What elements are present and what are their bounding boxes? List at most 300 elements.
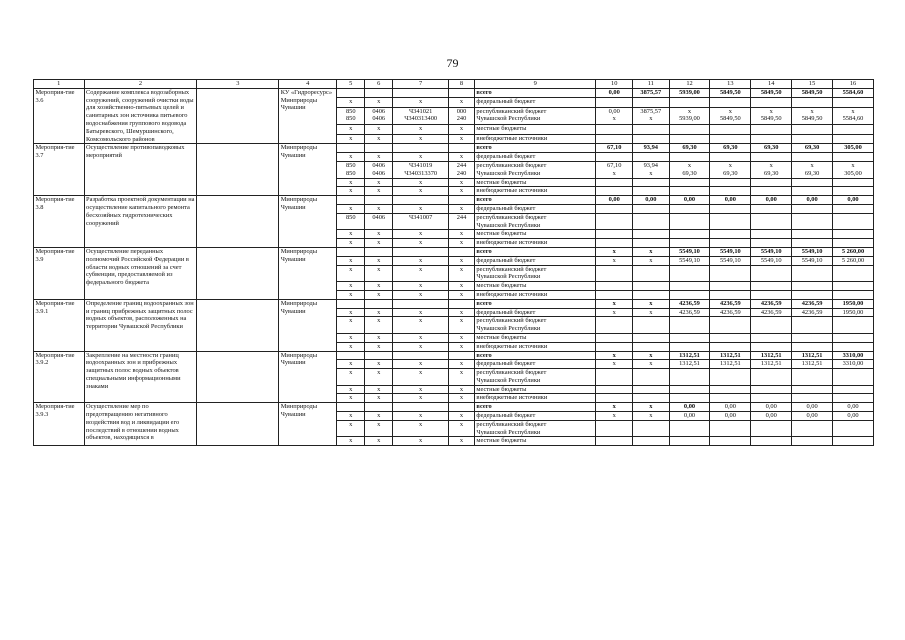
- code-cell: x: [337, 125, 365, 134]
- code-cell: x: [365, 333, 393, 342]
- year-value: [596, 178, 633, 187]
- year-value: [751, 265, 792, 282]
- code-cell: x: [365, 437, 393, 446]
- year-value: 4236,59: [669, 299, 710, 308]
- code-cell: [365, 299, 393, 308]
- code-cell: x: [337, 282, 365, 291]
- code-cell: [337, 403, 365, 412]
- code-cell: x: [365, 98, 393, 107]
- code-cell: x: [393, 308, 449, 317]
- code-cell: 0406: [365, 213, 393, 230]
- year-value: [633, 239, 670, 248]
- year-value: [633, 369, 670, 386]
- year-value: [633, 265, 670, 282]
- year-value: 5549,10: [792, 256, 833, 265]
- year-value: [833, 265, 874, 282]
- year-value: 3875,57 x: [633, 107, 670, 125]
- year-value: [596, 394, 633, 403]
- year-value: [710, 317, 751, 334]
- measure-id: Мероприя-тие 3.9.1: [34, 299, 85, 351]
- year-value: x: [596, 351, 633, 360]
- year-value: [833, 385, 874, 394]
- year-value: [792, 282, 833, 291]
- year-value: 0,00: [751, 196, 792, 205]
- code-cell: [449, 247, 475, 256]
- year-value: [633, 290, 670, 299]
- year-value: [833, 317, 874, 334]
- year-value: [633, 342, 670, 351]
- code-cell: [337, 247, 365, 256]
- funding-source: республиканский бюджет Чувашской Республики: [474, 107, 596, 125]
- year-value: [792, 317, 833, 334]
- column-number-row: [34, 80, 874, 89]
- year-value: [792, 153, 833, 162]
- funding-source: федеральный бюджет: [474, 412, 596, 421]
- empty-cell: [197, 144, 279, 196]
- code-cell: 244 240: [449, 161, 475, 178]
- year-value: x 69,30: [751, 161, 792, 178]
- column-number: 4: [279, 80, 337, 89]
- year-value: [710, 134, 751, 143]
- measure-id: Мероприя-тие 3.8: [34, 196, 85, 248]
- code-cell: x: [393, 98, 449, 107]
- measure-executor: Минприроды Чувашии: [279, 247, 337, 299]
- code-cell: x: [337, 134, 365, 143]
- year-value: [633, 394, 670, 403]
- code-cell: x: [365, 342, 393, 351]
- year-value: [669, 342, 710, 351]
- code-cell: x: [337, 360, 365, 369]
- year-value: [792, 98, 833, 107]
- code-cell: x: [393, 187, 449, 196]
- measure-id: Мероприя-тие 3.6: [34, 88, 85, 144]
- year-value: [833, 204, 874, 213]
- year-value: [792, 420, 833, 437]
- code-cell: x: [449, 265, 475, 282]
- measure-name: Определение границ водоохранных зон и границ прибрежных защитных полос водных объектов, расположенных на территории Чувашской Республики: [84, 299, 197, 351]
- table-row: [34, 144, 874, 153]
- year-value: x: [596, 299, 633, 308]
- empty-cell: [197, 247, 279, 299]
- year-value: [751, 420, 792, 437]
- funding-source: республиканский бюджет Чувашской Республики: [474, 265, 596, 282]
- code-cell: x: [449, 187, 475, 196]
- funding-source: федеральный бюджет: [474, 98, 596, 107]
- funding-source: всего: [474, 299, 596, 308]
- empty-cell: [197, 351, 279, 403]
- code-cell: 0406 0406: [365, 161, 393, 178]
- year-value: [633, 317, 670, 334]
- funding-source: федеральный бюджет: [474, 360, 596, 369]
- year-value: [669, 282, 710, 291]
- year-value: [710, 187, 751, 196]
- year-value: [792, 394, 833, 403]
- code-cell: x: [337, 256, 365, 265]
- year-value: 0,00: [792, 403, 833, 412]
- year-value: x: [596, 360, 633, 369]
- year-value: [751, 204, 792, 213]
- year-value: 4236,59: [792, 299, 833, 308]
- code-cell: x: [393, 230, 449, 239]
- code-cell: [337, 88, 365, 97]
- year-value: [710, 282, 751, 291]
- code-cell: x: [449, 230, 475, 239]
- code-cell: 0406 0406: [365, 107, 393, 125]
- funding-source: местные бюджеты: [474, 282, 596, 291]
- year-value: x 69,30: [710, 161, 751, 178]
- year-value: [596, 342, 633, 351]
- table-row: [34, 351, 874, 360]
- code-cell: x: [449, 342, 475, 351]
- year-value: [669, 134, 710, 143]
- year-value: [710, 204, 751, 213]
- year-value: [596, 125, 633, 134]
- table-row: [34, 403, 874, 412]
- table-row: [34, 196, 874, 205]
- year-value: [669, 204, 710, 213]
- column-number: 8: [449, 80, 475, 89]
- code-cell: x: [365, 204, 393, 213]
- column-number: 14: [751, 80, 792, 89]
- funding-source: республиканский бюджет Чувашской Республики: [474, 369, 596, 386]
- code-cell: [393, 144, 449, 153]
- code-cell: x: [365, 412, 393, 421]
- year-value: [669, 394, 710, 403]
- year-value: [669, 213, 710, 230]
- year-value: [596, 213, 633, 230]
- year-value: [633, 98, 670, 107]
- year-value: 4236,59: [792, 308, 833, 317]
- column-number: 3: [197, 80, 279, 89]
- year-value: 5849,50: [710, 88, 751, 97]
- year-value: [669, 125, 710, 134]
- code-cell: x: [449, 125, 475, 134]
- code-cell: x: [449, 204, 475, 213]
- measure-executor: Минприроды Чувашии: [279, 299, 337, 351]
- year-value: [710, 385, 751, 394]
- code-cell: x: [393, 204, 449, 213]
- year-value: x 5849,50: [751, 107, 792, 125]
- year-value: 5939,00: [669, 88, 710, 97]
- code-cell: [365, 144, 393, 153]
- code-cell: x: [365, 230, 393, 239]
- code-cell: x: [393, 412, 449, 421]
- year-value: [710, 420, 751, 437]
- code-cell: x: [365, 420, 393, 437]
- measure-executor: Минприроды Чувашии: [279, 196, 337, 248]
- year-value: 5849,50: [792, 88, 833, 97]
- code-cell: x: [449, 317, 475, 334]
- code-cell: [449, 299, 475, 308]
- code-cell: x: [393, 134, 449, 143]
- code-cell: x: [337, 394, 365, 403]
- code-cell: x: [337, 420, 365, 437]
- year-value: [669, 265, 710, 282]
- year-value: 5549,10: [669, 247, 710, 256]
- code-cell: x: [393, 360, 449, 369]
- year-value: 0,00: [633, 196, 670, 205]
- year-value: [710, 98, 751, 107]
- year-value: [596, 187, 633, 196]
- code-cell: [449, 88, 475, 97]
- year-value: 1312,51: [710, 351, 751, 360]
- year-value: 0,00: [669, 196, 710, 205]
- year-value: [596, 333, 633, 342]
- funding-source: местные бюджеты: [474, 333, 596, 342]
- table-row: [34, 88, 874, 97]
- year-value: [633, 134, 670, 143]
- code-cell: x: [393, 437, 449, 446]
- code-cell: x: [365, 317, 393, 334]
- code-cell: [365, 88, 393, 97]
- year-value: 4236,59: [751, 299, 792, 308]
- measure-name: Осуществление мер по предотвращению негативного воздействия вод и ликвидации его последствий в отношении водных объектов, находящихся в: [84, 403, 197, 446]
- year-value: [792, 437, 833, 446]
- year-value: 1312,51: [669, 351, 710, 360]
- table-row: [34, 247, 874, 256]
- year-value: x: [596, 256, 633, 265]
- year-value: [633, 204, 670, 213]
- funding-source: республиканский бюджет Чувашской Республики: [474, 161, 596, 178]
- year-value: [633, 420, 670, 437]
- year-value: 3875,57: [633, 88, 670, 97]
- year-value: x: [633, 360, 670, 369]
- year-value: [833, 153, 874, 162]
- year-value: 0,00: [669, 403, 710, 412]
- year-value: x 69,30: [669, 161, 710, 178]
- code-cell: x: [449, 394, 475, 403]
- year-value: x: [596, 247, 633, 256]
- year-value: 67,10 x: [596, 161, 633, 178]
- measure-name: Содержание комплекса водозаборных сооружений, сооружений очистки воды для хозяйственно-питьевых целей и санитарных зон источника питьевого водоснабжения группового водовода Батыревского, Шемуршинского, Комсомольского районов: [84, 88, 197, 144]
- year-value: [833, 98, 874, 107]
- column-number: 11: [633, 80, 670, 89]
- year-value: [833, 290, 874, 299]
- code-cell: Ч341007: [393, 213, 449, 230]
- year-value: 5849,50: [751, 88, 792, 97]
- code-cell: x: [393, 369, 449, 386]
- year-value: x 5849,50: [710, 107, 751, 125]
- code-cell: 244: [449, 213, 475, 230]
- year-value: 1312,51: [710, 360, 751, 369]
- year-value: 67,10: [596, 144, 633, 153]
- year-value: [833, 420, 874, 437]
- year-value: [751, 213, 792, 230]
- code-cell: [393, 351, 449, 360]
- code-cell: x: [449, 385, 475, 394]
- year-value: [751, 239, 792, 248]
- year-value: [669, 239, 710, 248]
- year-value: 1312,51: [792, 351, 833, 360]
- code-cell: [337, 144, 365, 153]
- code-cell: [393, 299, 449, 308]
- year-value: 0,00: [710, 412, 751, 421]
- funding-source: внебюджетные источники: [474, 134, 596, 143]
- code-cell: x: [449, 282, 475, 291]
- code-cell: [365, 403, 393, 412]
- funding-source: местные бюджеты: [474, 437, 596, 446]
- year-value: [833, 239, 874, 248]
- year-value: x: [633, 308, 670, 317]
- year-value: [596, 437, 633, 446]
- code-cell: x: [449, 437, 475, 446]
- year-value: [596, 290, 633, 299]
- code-cell: x: [393, 282, 449, 291]
- year-value: [669, 153, 710, 162]
- code-cell: x: [393, 153, 449, 162]
- column-number: 9: [474, 80, 596, 89]
- code-cell: x: [449, 369, 475, 386]
- year-value: [596, 369, 633, 386]
- code-cell: [365, 351, 393, 360]
- code-cell: x: [393, 265, 449, 282]
- year-value: [710, 213, 751, 230]
- year-value: x 5849,50: [792, 107, 833, 125]
- code-cell: x: [449, 239, 475, 248]
- year-value: [833, 187, 874, 196]
- funding-source: местные бюджеты: [474, 230, 596, 239]
- funding-source: федеральный бюджет: [474, 308, 596, 317]
- funding-source: всего: [474, 247, 596, 256]
- funding-source: внебюджетные источники: [474, 290, 596, 299]
- column-number: 1: [34, 80, 85, 89]
- code-cell: x: [337, 153, 365, 162]
- year-value: [792, 125, 833, 134]
- year-value: 4236,59: [710, 308, 751, 317]
- column-number: 12: [669, 80, 710, 89]
- year-value: [792, 333, 833, 342]
- year-value: [596, 239, 633, 248]
- year-value: [596, 204, 633, 213]
- year-value: [710, 290, 751, 299]
- year-value: [751, 187, 792, 196]
- year-value: [669, 230, 710, 239]
- year-value: [710, 125, 751, 134]
- year-value: x 5584,60: [833, 107, 874, 125]
- empty-cell: [197, 299, 279, 351]
- year-value: [792, 187, 833, 196]
- funding-source: местные бюджеты: [474, 178, 596, 187]
- year-value: [751, 369, 792, 386]
- year-value: 5549,10: [710, 247, 751, 256]
- year-value: x: [633, 351, 670, 360]
- year-value: [792, 265, 833, 282]
- table-row: [34, 299, 874, 308]
- year-value: [710, 265, 751, 282]
- code-cell: x: [365, 134, 393, 143]
- code-cell: [393, 196, 449, 205]
- year-value: [596, 265, 633, 282]
- year-value: x: [633, 256, 670, 265]
- code-cell: x: [365, 385, 393, 394]
- year-value: 0,00: [710, 196, 751, 205]
- year-value: [751, 394, 792, 403]
- page-number: 79: [446, 56, 459, 70]
- year-value: x: [633, 247, 670, 256]
- code-cell: x: [337, 230, 365, 239]
- year-value: 1950,00: [833, 299, 874, 308]
- code-cell: x: [449, 178, 475, 187]
- year-value: [751, 290, 792, 299]
- year-value: [710, 369, 751, 386]
- code-cell: x: [337, 265, 365, 282]
- code-cell: [449, 196, 475, 205]
- year-value: 5584,60: [833, 88, 874, 97]
- year-value: [751, 134, 792, 143]
- code-cell: [393, 403, 449, 412]
- year-value: [710, 230, 751, 239]
- code-cell: x: [337, 412, 365, 421]
- code-cell: 850: [337, 213, 365, 230]
- code-cell: x: [393, 420, 449, 437]
- year-value: [751, 125, 792, 134]
- year-value: [833, 125, 874, 134]
- code-cell: x: [365, 178, 393, 187]
- year-value: [596, 420, 633, 437]
- code-cell: [449, 144, 475, 153]
- year-value: [633, 213, 670, 230]
- code-cell: Ч341019 Ч340313370: [393, 161, 449, 178]
- year-value: 1950,00: [833, 308, 874, 317]
- year-value: [633, 153, 670, 162]
- measure-executor: КУ «Гидроресурс» Минприроды Чувашии: [279, 88, 337, 144]
- code-cell: [365, 247, 393, 256]
- year-value: [633, 385, 670, 394]
- measure-executor: Минприроды Чувашии: [279, 403, 337, 446]
- column-number: 15: [792, 80, 833, 89]
- measure-name: Закрепление на местности границ водоохранных зон и прибрежных защитных полос водных объектов специальными информационными знаками: [84, 351, 197, 403]
- year-value: [710, 437, 751, 446]
- year-value: [633, 125, 670, 134]
- measure-executor: Минприроды Чувашии: [279, 351, 337, 403]
- funding-source: всего: [474, 88, 596, 97]
- year-value: [710, 342, 751, 351]
- measure-name: Разработка проектной документации на осуществление капитального ремонта бесхозяйных гидротехнических сооружений: [84, 196, 197, 248]
- year-value: [669, 290, 710, 299]
- year-value: 69,30: [669, 144, 710, 153]
- code-cell: x: [365, 282, 393, 291]
- column-number: 7: [393, 80, 449, 89]
- year-value: 93,94 x: [633, 161, 670, 178]
- code-cell: [449, 403, 475, 412]
- year-value: [833, 213, 874, 230]
- code-cell: x: [337, 308, 365, 317]
- code-cell: x: [337, 342, 365, 351]
- code-cell: x: [337, 369, 365, 386]
- year-value: [669, 385, 710, 394]
- year-value: [596, 282, 633, 291]
- code-cell: x: [337, 437, 365, 446]
- code-cell: x: [365, 369, 393, 386]
- year-value: 69,30: [792, 144, 833, 153]
- year-value: [751, 385, 792, 394]
- year-value: [596, 98, 633, 107]
- year-value: 5549,10: [751, 256, 792, 265]
- year-value: 4236,59: [751, 308, 792, 317]
- funding-source: федеральный бюджет: [474, 256, 596, 265]
- year-value: 0,00: [596, 196, 633, 205]
- year-value: [669, 187, 710, 196]
- year-value: [596, 134, 633, 143]
- funding-source: внебюджетные источники: [474, 342, 596, 351]
- year-value: x: [596, 308, 633, 317]
- year-value: x: [633, 412, 670, 421]
- year-value: 0,00: [669, 412, 710, 421]
- code-cell: x: [365, 153, 393, 162]
- funding-source: внебюджетные источники: [474, 239, 596, 248]
- funding-source: федеральный бюджет: [474, 153, 596, 162]
- year-value: 0,00: [833, 412, 874, 421]
